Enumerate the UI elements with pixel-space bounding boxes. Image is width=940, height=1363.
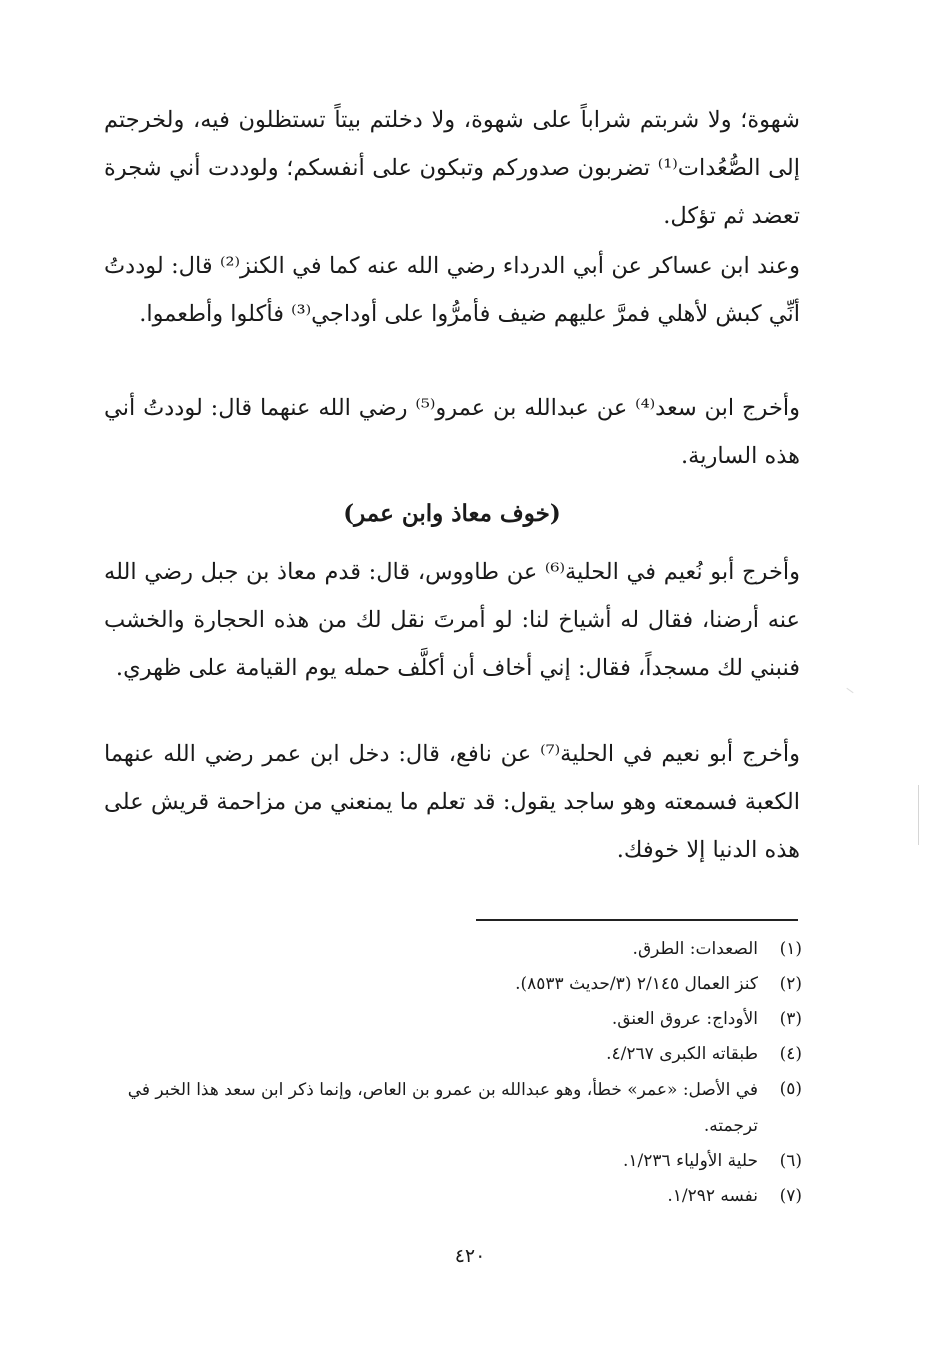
footnote-text: في الأصل: «عمر» خطأ، وهو عبدالله بن عمرو بن العاص، وإنما ذكر ابن سعد هذا الخبر في ترجمته. <box>127 1080 758 1136</box>
footnote-number: (٧) <box>779 1186 802 1206</box>
footnote-4 <box>104 1037 802 1072</box>
footnote-3 <box>104 1002 802 1037</box>
footnote-1 <box>104 932 802 967</box>
paragraph-4: وأخرج أبو نُعيم في الحلية⁽⁶⁾ عن طاووس، قال: قدم معاذ بن جبل رضي الله عنه أرضنا، فقال له أشياخ لنا: لو أمرتَ نقل لك من هذه الحجارة والخشب فنبني لك مسجداً، فقال: إني أخاف أن أكلَّف حمله يوم القيامة على ظهري. <box>104 559 800 681</box>
footnote-number: (٥) <box>779 1079 802 1099</box>
footnote-text: الصعدات: الطرق. <box>632 939 758 959</box>
footnote-6 <box>104 1144 802 1179</box>
footnote-number: (٢) <box>779 974 802 994</box>
section-heading: (خوف معاذ وابن عمر) <box>343 500 561 527</box>
paragraph-2: وعند ابن عساكر عن أبي الدرداء رضي الله عنه كما في الكنز⁽²⁾ قال: لوددتُ أنِّي كبش لأهلي فمرَّ عليهم ضيف فأمرُّوا على أوداجي⁽³⁾ فأكلوا وأطعموا. <box>104 253 800 327</box>
footnote-text: حلية الأولياء ١/٢٣٦. <box>623 1151 758 1171</box>
footnote-2 <box>104 967 802 1002</box>
footnote-number: (٤) <box>779 1044 802 1064</box>
footnote-7 <box>104 1179 802 1214</box>
footnote-text: الأوداج: عروق العنق. <box>611 1009 758 1029</box>
footnote-text: كنز العمال ٢/١٤٥ (٣/حديث ٨٥٣٣). <box>515 974 758 994</box>
footnote-number: (٣) <box>779 1009 802 1029</box>
page-number: ٤٢٠ <box>454 1245 486 1267</box>
footnote-5 <box>104 1072 802 1144</box>
scan-artifact <box>918 785 919 845</box>
footnotes <box>104 932 802 1214</box>
footnote-number: (١) <box>779 939 802 959</box>
footnote-separator <box>476 919 798 921</box>
footnote-text: طبقاته الكبرى ٤/٢٦٧. <box>606 1044 758 1064</box>
footnote-number: (٦) <box>779 1151 802 1171</box>
footnote-text: نفسه ١/٢٩٢. <box>667 1186 758 1206</box>
paragraph-5: وأخرج أبو نعيم في الحلية⁽⁷⁾ عن نافع، قال: دخل ابن عمر رضي الله عنهما الكعبة فسمعته وهو ساجد يقول: قد تعلم ما يمنعني من مزاحمة قريش على هذه الدنيا إلا خوفك. <box>104 741 800 863</box>
paragraph-1: شهوة؛ ولا شربتم شراباً على شهوة، ولا دخلتم بيتاً تستظلون فيه، ولخرجتم إلى الصُّعُدات⁽¹⁾ تضربون صدوركم وتبكون على أنفسكم؛ ولوددت أني شجرة تعضد ثم تؤكل. <box>104 107 800 229</box>
scan-artifact <box>846 688 853 693</box>
paragraph-3: وأخرج ابن سعد⁽⁴⁾ عن عبدالله بن عمرو⁽⁵⁾ رضي الله عنهما قال: لوددتُ أني هذه السارية. <box>104 395 800 469</box>
